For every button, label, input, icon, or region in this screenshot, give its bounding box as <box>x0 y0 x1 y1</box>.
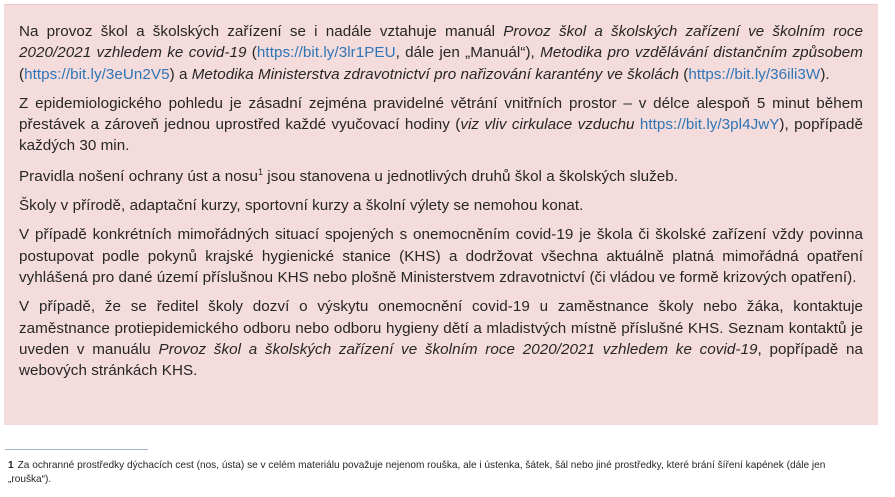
text-span: ), popřípadě každých 30 min. <box>19 116 863 155</box>
footnote-number: 1 <box>8 460 14 471</box>
quarantine-methodology-title: Metodika Ministerstva zdravotnictví pro nařizování karantény ve školách <box>191 65 679 83</box>
text-span: Na provoz škol a školských zařízení se i nadále vztahuje manuál <box>19 23 504 40</box>
text-span: , dále jen „Manuál“), <box>395 44 541 62</box>
text-span: ( <box>678 65 689 83</box>
paragraph-ventilation <box>19 93 863 157</box>
footnote-separator <box>5 449 148 450</box>
paragraph-face-masks <box>19 166 863 187</box>
text-span: ( <box>246 44 257 62</box>
methodology-title: Metodika pro vzdělávání distančním způsobem <box>540 44 863 62</box>
footnote-text: Za ochranné prostředky dýchacích cest (nos, ústa) se v celém materiálu považuje nejenom rouška, ale i ústenka, šátek, šál nebo jiné prostředky, které brání šíření kapének (dále jen „rouška“). <box>8 460 826 485</box>
text-span: ( <box>19 65 25 83</box>
methodology-link[interactable]: https://bit.ly/3eUn2V5 <box>24 65 170 83</box>
manual-title: Provoz škol a školských zařízení ve školním roce 2020/2021 vzhledem ke covid-19 <box>19 23 863 62</box>
air-circulation-link[interactable]: https://bit.ly/3pl4JwY <box>639 116 780 134</box>
footnote <box>8 459 870 487</box>
manual-title: Provoz škol a školských zařízení ve školním roce 2020/2021 vzhledem ke covid-19 <box>158 340 758 358</box>
text-span: Z epidemiologického pohledu je zásadní zejména pravidelné větrání vnitřních prostor – v délce alespoň 5 minut během přestávek a zároveň jednou uprostřed každé vyučovací hodiny ( <box>19 94 863 134</box>
text-span: V případě, že se ředitel školy dozví o výskytu onemocnění covid-19 u zaměstnance školy nebo žáka, kontaktuje zaměstnance protiepidemického odboru nebo odboru hygieny dětí a mladistvých místně příslušné KHS. Seznam kontaktů je uveden v manuálu <box>19 298 863 358</box>
paragraph-extraordinary-situations: V případě konkrétních mimořádných situací spojených s onemocněním covid-19 je škola či školské zařízení vždy povinna postupovat podle pokynů krajské hygienické stanice (KHS) a dodržovat všechna aktuálně platná mimořádná opatření vyhlášená pro dané území příslušnou KHS nebo plošně Ministerstvem zdravotnictví (či vládou ve formě krizových opatření). <box>19 226 863 286</box>
paragraph-manual-reference <box>19 21 863 85</box>
paragraph-school-trips: Školy v přírodě, adaptační kurzy, sportovní kurzy a školní výlety se nemohou konat. <box>19 197 584 215</box>
air-circulation-note: viz vliv cirkulace vzduchu <box>460 116 635 134</box>
quarantine-methodology-link[interactable]: https://bit.ly/36ili3W <box>688 65 821 83</box>
text-span: , popřípadě na webových stránkách KHS. <box>19 340 864 380</box>
highlight-box <box>4 4 878 425</box>
manual-link[interactable]: https://bit.ly/3lr1PEU <box>256 44 396 62</box>
text-span: ). <box>820 65 830 83</box>
text-span: Pravidla nošení ochrany úst a nosu <box>19 167 258 185</box>
text-span: jsou stanovena u jednotlivých druhů škol a školských služeb. <box>263 167 679 185</box>
paragraph-covid-occurrence <box>19 296 863 381</box>
text-span: ) a <box>169 65 192 83</box>
footnote-reference[interactable]: 1 <box>257 166 264 177</box>
